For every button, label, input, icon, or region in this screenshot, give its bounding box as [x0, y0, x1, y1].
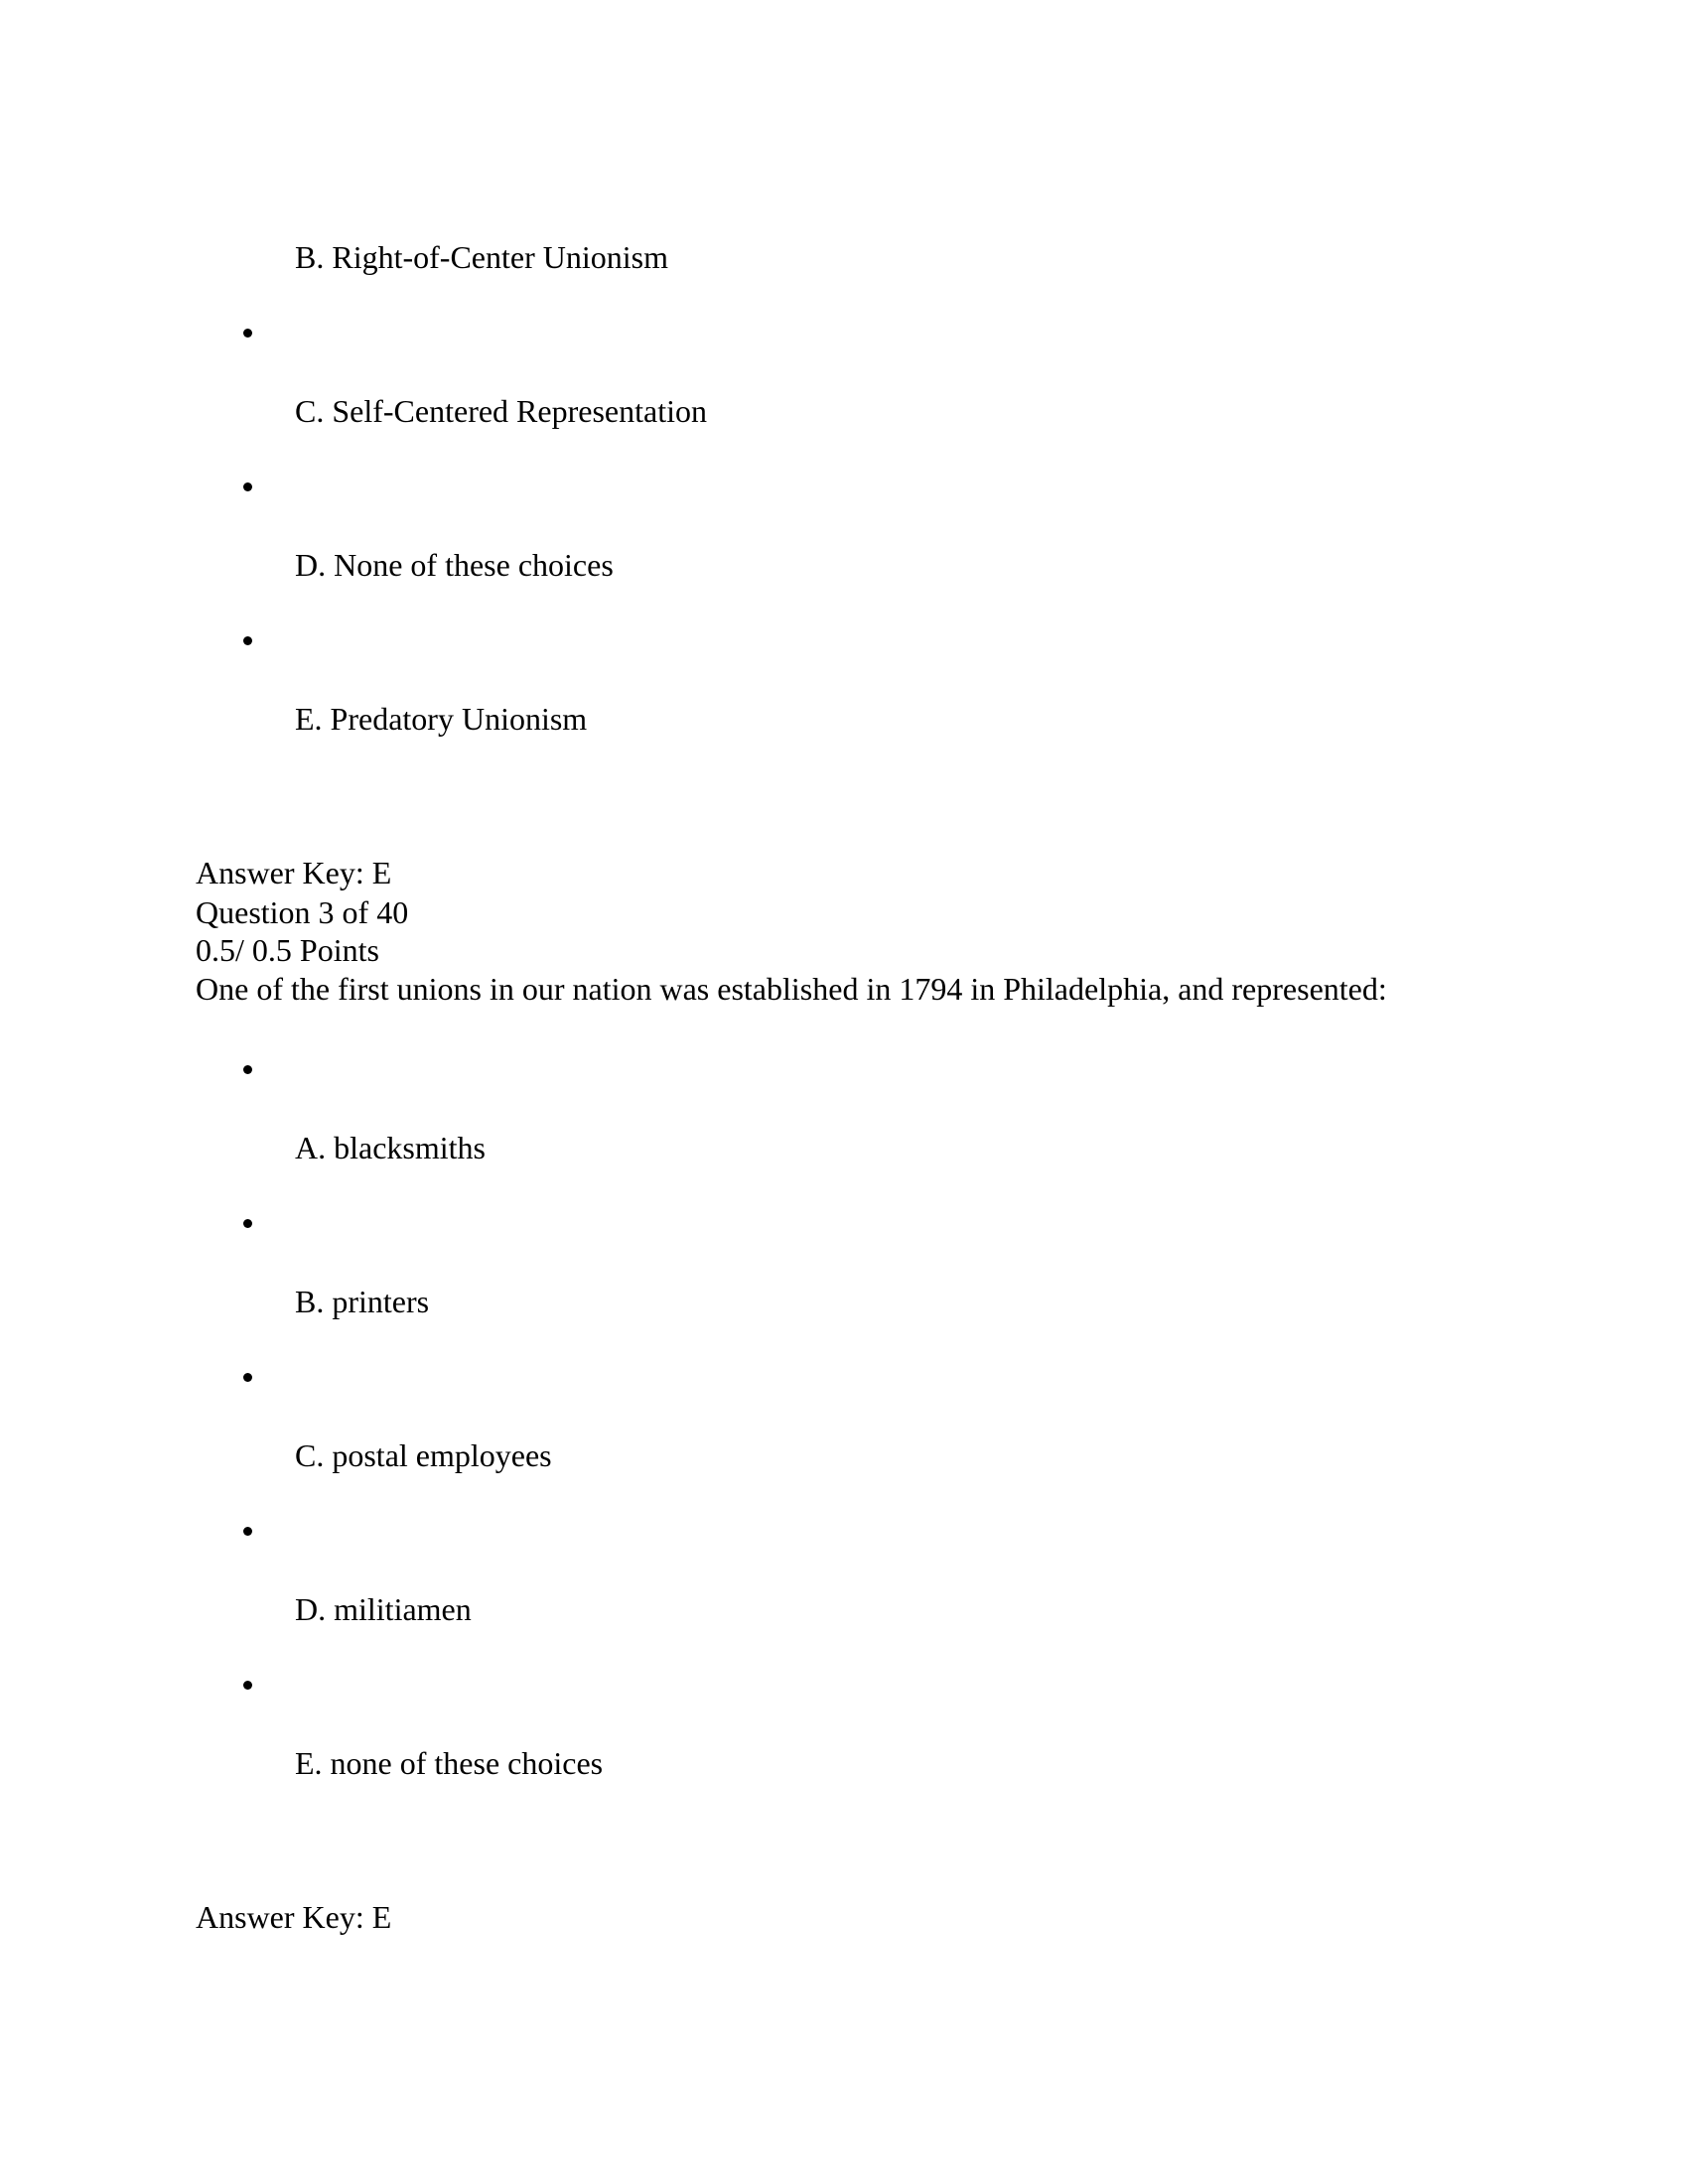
bullet-icon [243, 329, 252, 338]
option-b[interactable]: B. printers [295, 1284, 430, 1319]
bullet-icon [243, 636, 252, 645]
option-c[interactable]: C. postal employees [295, 1437, 552, 1473]
question-stem: One of the first unions in our nation was established in 1794 in Philadelphia, and represented: [196, 971, 1387, 1007]
bullet-icon [243, 1065, 252, 1074]
answer-key: Answer Key: E [196, 1899, 392, 1935]
prev-option-d[interactable]: D. None of these choices [295, 547, 614, 583]
bullet-icon [243, 1527, 252, 1536]
option-a[interactable]: A. blacksmiths [295, 1130, 486, 1165]
bullet-icon [243, 1219, 252, 1228]
bullet-icon [243, 1373, 252, 1382]
bullet-icon [243, 1681, 252, 1690]
prev-option-e[interactable]: E. Predatory Unionism [295, 701, 588, 737]
question-points: 0.5/ 0.5 Points [196, 932, 379, 968]
option-d[interactable]: D. militiamen [295, 1591, 472, 1627]
prev-answer-key: Answer Key: E [196, 855, 392, 890]
prev-option-c[interactable]: C. Self-Centered Representation [295, 393, 707, 429]
option-e[interactable]: E. none of these choices [295, 1745, 604, 1781]
prev-option-b[interactable]: B. Right-of-Center Unionism [295, 239, 668, 275]
question-number: Question 3 of 40 [196, 894, 409, 930]
bullet-icon [243, 482, 252, 491]
